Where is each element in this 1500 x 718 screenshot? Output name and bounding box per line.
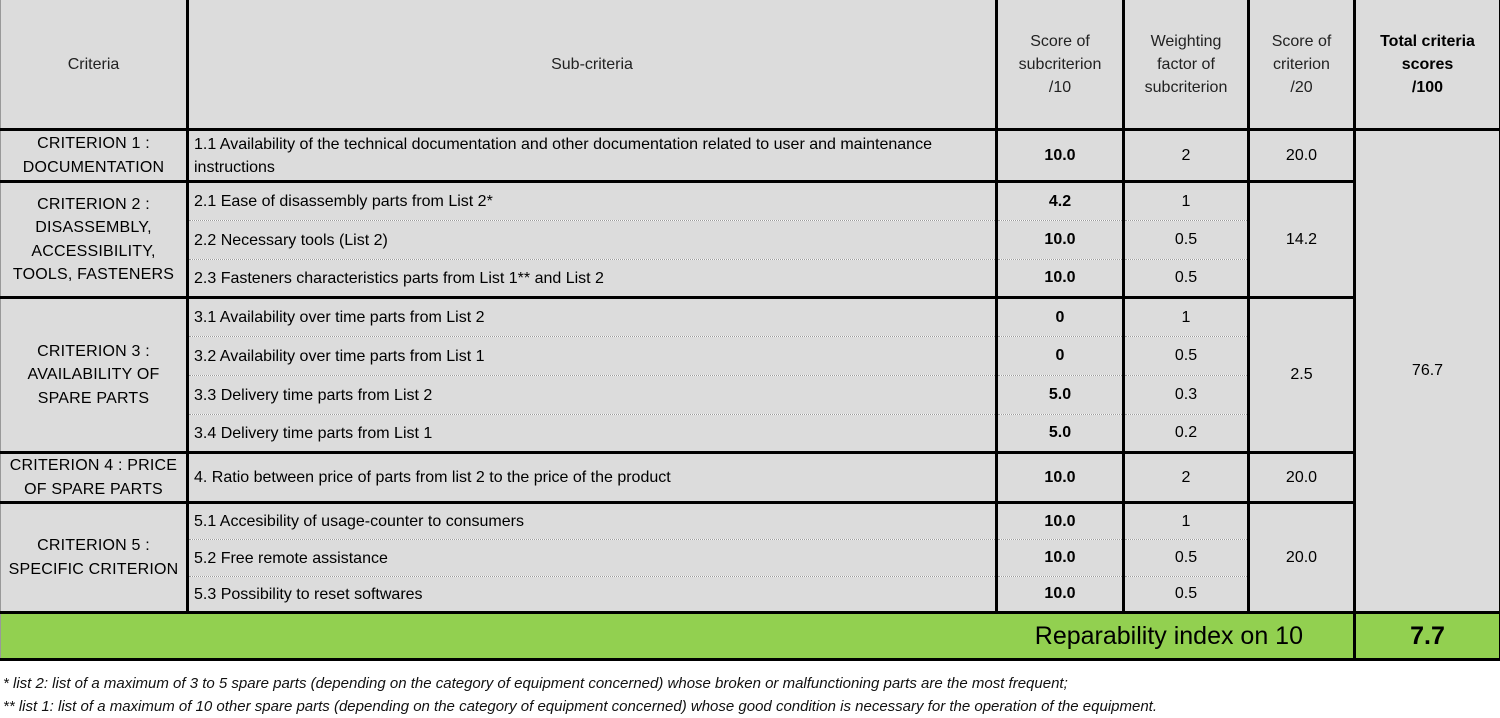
- sub-criterion-label: 5.1 Accesibility of usage-counter to consumers: [188, 503, 997, 540]
- sub-criterion-score: 0: [997, 337, 1124, 376]
- header-line: criterion: [1273, 55, 1330, 73]
- sub-criterion-label: 3.1 Availability over time parts from List 2: [188, 298, 997, 337]
- weighting-factor: 0.2: [1124, 415, 1249, 453]
- sub-criterion-label: 2.1 Ease of disassembly parts from List 2*: [188, 182, 997, 221]
- criterion-name-5: [1, 503, 188, 613]
- sub-criterion-score: 10.0: [997, 540, 1124, 577]
- weighting-factor: 2: [1124, 130, 1249, 182]
- criterion-name-2: [1, 182, 188, 298]
- header-row: [1, 0, 1500, 130]
- sub-criterion-label: 3.3 Delivery time parts from List 2: [188, 376, 997, 415]
- header-score-subcriterion: [997, 0, 1124, 130]
- total-criteria-score: 76.7: [1355, 130, 1500, 613]
- sub-criterion-label: 1.1 Availability of the technical documentation and other documentation related to user and maintenance instructions: [188, 130, 997, 182]
- criterion-name-line: AVAILABILITY OF: [27, 366, 160, 384]
- criterion-name-line: CRITERION 5 :: [37, 537, 150, 554]
- header-line: Score of: [1030, 32, 1090, 50]
- weighting-factor: 0.5: [1124, 221, 1249, 260]
- criterion-name-line: CRITERION 1 :: [37, 135, 150, 152]
- header-line: /20: [1290, 78, 1313, 96]
- sub-criterion-score: 5.0: [997, 376, 1124, 415]
- weighting-factor: 1: [1124, 182, 1249, 221]
- header-line: Total criteria: [1380, 32, 1475, 50]
- criterion-name-3: [1, 298, 188, 453]
- sub-criterion-score: 4.2: [997, 182, 1124, 221]
- weighting-factor: 0.3: [1124, 376, 1249, 415]
- header-line: Weighting: [1150, 32, 1222, 50]
- table-row: [1, 298, 1500, 337]
- table-row: [1, 453, 1500, 503]
- criterion-name-line: DOCUMENTATION: [22, 158, 165, 176]
- footnote-list-1: ** list 1: list of a maximum of 10 other spare parts (depending on the category of equipment concerned) whose good condition is necessary for the operation of the equipment.: [3, 698, 1158, 715]
- table-row: [1, 503, 1500, 540]
- criterion-score: 20.0: [1249, 130, 1355, 182]
- sub-criterion-score: 10.0: [997, 503, 1124, 540]
- weighting-factor: 0.5: [1124, 337, 1249, 376]
- sub-criterion-score: 10.0: [997, 130, 1124, 182]
- header-line: /100: [1411, 78, 1444, 96]
- table-row: [1, 182, 1500, 221]
- sub-criterion-score: 10.0: [997, 221, 1124, 260]
- reparability-index-label: Reparability index on 10: [1, 613, 1355, 660]
- header-line: factor of: [1157, 55, 1215, 73]
- header-criteria: Criteria: [1, 0, 188, 130]
- sub-criterion-label: 5.3 Possibility to reset softwares: [188, 577, 997, 613]
- sub-criterion-label: 2.2 Necessary tools (List 2): [188, 221, 997, 260]
- header-total-scores: [1355, 0, 1500, 130]
- criterion-name-4: [1, 453, 188, 503]
- criterion-score: 20.0: [1249, 453, 1355, 503]
- header-line: /10: [1048, 78, 1072, 96]
- weighting-factor: 0.5: [1124, 577, 1249, 613]
- sub-criterion-label: 3.4 Delivery time parts from List 1: [188, 415, 997, 453]
- sub-criterion-score: 10.0: [997, 260, 1124, 298]
- weighting-factor: 2: [1124, 453, 1249, 503]
- criterion-name-line: CRITERION 3 :: [37, 342, 150, 360]
- header-sub-criteria: Sub-criteria: [188, 0, 997, 130]
- criterion-name-line: TOOLS, FASTENERS: [12, 266, 175, 283]
- header-weighting-factor: [1124, 0, 1249, 130]
- criterion-name-line: DISASSEMBLY,: [35, 219, 152, 236]
- criterion-name-line: CRITERION 4 : PRICE: [9, 457, 178, 474]
- criterion-score: 20.0: [1249, 503, 1355, 613]
- criterion-name-line: SPARE PARTS: [37, 389, 150, 407]
- header-score-criterion: [1249, 0, 1355, 130]
- sub-criterion-label: 2.3 Fasteners characteristics parts from List 1** and List 2: [188, 260, 997, 298]
- header-line: subcriterion: [1018, 55, 1102, 73]
- criterion-score: 14.2: [1249, 182, 1355, 298]
- sub-criterion-score: 10.0: [997, 453, 1124, 503]
- criterion-name-line: SPECIFIC CRITERION: [8, 560, 179, 578]
- sub-criterion-score: 5.0: [997, 415, 1124, 453]
- header-line: subcriterion: [1144, 78, 1228, 96]
- sub-criterion-label: 4. Ratio between price of parts from list 2 to the price of the product: [188, 453, 997, 503]
- criterion-score: 2.5: [1249, 298, 1355, 453]
- table-row: [1, 130, 1500, 182]
- sub-criterion-score: 0: [997, 298, 1124, 337]
- sub-criterion-score: 10.0: [997, 577, 1124, 613]
- footnotes: [3, 672, 1157, 718]
- criterion-name-line: OF SPARE PARTS: [24, 480, 163, 498]
- criterion-name-line: ACCESSIBILITY,: [31, 242, 156, 260]
- reparability-index-row: [1, 613, 1500, 660]
- reparability-index-value: 7.7: [1355, 613, 1500, 660]
- criterion-name-line: CRITERION 2 :: [37, 195, 150, 213]
- weighting-factor: 1: [1124, 298, 1249, 337]
- sub-criterion-label: 5.2 Free remote assistance: [188, 540, 997, 577]
- weighting-factor: 1: [1124, 503, 1249, 540]
- weighting-factor: 0.5: [1124, 260, 1249, 298]
- header-line: scores: [1401, 55, 1454, 73]
- weighting-factor: 0.5: [1124, 540, 1249, 577]
- footnote-list-2: * list 2: list of a maximum of 3 to 5 spare parts (depending on the category of equipment concerned) whose broken or malfunctioning parts are the most frequent;: [3, 675, 1068, 692]
- criterion-name-1: [1, 130, 188, 182]
- header-line: Score of: [1271, 32, 1332, 50]
- sub-criterion-label: 3.2 Availability over time parts from List 1: [188, 337, 997, 376]
